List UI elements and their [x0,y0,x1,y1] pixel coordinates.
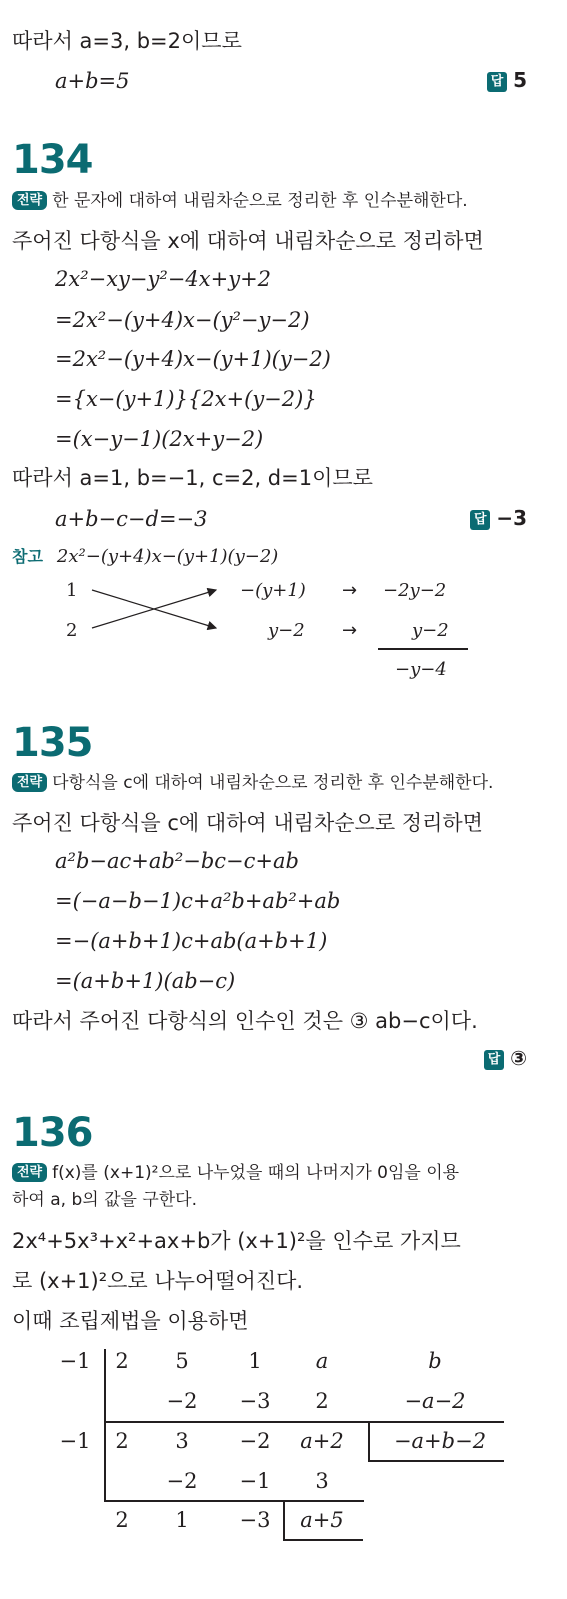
step-134-1: 2x²−xy−y²−4x+y+2 [55,267,272,291]
text-136-line-2: 로 (x+1)²으로 나누어떨어진다. [12,1269,304,1293]
cell-r4-c4: 3 [315,1469,329,1493]
division-bar [104,1349,106,1500]
note-label: 참고 [12,547,43,566]
divisor-2: −1 [59,1429,91,1453]
cell-r5-c2: 1 [175,1508,189,1532]
cell-r1-c5: b [428,1349,442,1373]
cell-r4-c2: −2 [166,1469,198,1493]
cell-r3-c3: −2 [239,1429,271,1453]
rule-1 [104,1421,504,1423]
strategy-badge: 전략 [12,773,47,792]
cell-r5-c3: −3 [239,1508,271,1532]
strategy-text: 다항식을 c에 대하여 내림차순으로 정리한 후 인수분해한다. [52,773,494,793]
sum-line [378,648,468,650]
remainder2-box-bottom [283,1539,363,1541]
step-135-2: =(−a−b−1)c+a²b+ab²+ab [55,889,341,913]
answer-value: ③ [510,1046,527,1070]
cell-r3-c1: 2 [115,1429,129,1453]
step-135-4: =(a+b+1)(ab−c) [55,969,236,993]
remainder-box-left [368,1421,370,1461]
top-answer [487,68,527,92]
rule-2 [104,1500,364,1502]
cell-r3-c4: a+2 [300,1429,344,1453]
strategy-badge: 전략 [12,191,47,210]
strategy-135 [12,770,493,796]
strategy-text: 한 문자에 대하여 내림차순으로 정리한 후 인수분해한다. [52,191,468,211]
result-134: a+b−c−d=−3 [55,507,208,531]
cell-r1-c4: a [315,1349,329,1373]
step-134-4: ={x−(y+1)}{2x+(y−2)} [55,387,317,411]
strategy-136-line-2: 하여 a, b의 값을 구한다. [12,1190,198,1210]
divisor-1: −1 [59,1349,91,1373]
intro-135: 주어진 다항식을 c에 대하여 내림차순으로 정리하면 [12,811,483,835]
text-136-line-1: 2x⁴+5x³+x²+ax+b가 (x+1)²을 인수로 가지므 [12,1229,461,1253]
cross-left-bottom: 2 [66,620,78,641]
problem-number-134: 134 [12,137,93,183]
cell-r3-c2: 3 [175,1429,189,1453]
remainder-box-bottom [368,1460,504,1462]
problem-number-136: 136 [12,1110,93,1156]
cell-r4-c3: −1 [239,1469,271,1493]
cross-arrows [88,582,223,637]
answer-badge: 답 [484,1050,504,1070]
step-134-2: =2x²−(y+4)x−(y²−y−2) [55,308,310,332]
strategy-badge: 전략 [12,1163,47,1182]
top-result: a+b=5 [55,69,130,93]
conclusion-134: 따라서 a=1, b=−1, c=2, d=1이므로 [12,466,373,490]
step-134-3: =2x²−(y+4)x−(y+1)(y−2) [55,347,331,371]
step-135-1: a²b−ac+ab²−bc−c+ab [55,849,299,873]
cell-r2-c3: −3 [239,1389,271,1413]
cross-arrow-top: → [342,580,358,601]
cross-mid-top: −(y+1) [240,580,306,601]
answer-value: −3 [496,506,527,530]
answer-badge: 답 [487,72,507,92]
strategy-136-line-1 [12,1160,459,1186]
cell-r1-c1: 2 [115,1349,129,1373]
note-134 [12,542,278,570]
strategy-134 [12,188,468,214]
cell-r3-c5: −a+b−2 [393,1429,487,1453]
step-135-3: =−(a+b+1)c+ab(a+b+1) [55,929,328,953]
cross-left-top: 1 [66,580,78,601]
cross-right-top: −2y−2 [383,580,447,601]
cell-r5-c1: 2 [115,1508,129,1532]
cross-arrow-bottom: → [342,620,358,641]
answer-value: 5 [513,68,527,92]
text-136-line-3: 이때 조립제법을 이용하면 [12,1309,249,1333]
answer-badge: 답 [470,510,490,530]
cell-r5-c4: a+5 [300,1508,344,1532]
strategy-text: f(x)를 (x+1)²으로 나누었을 때의 나머지가 0임을 이용 [52,1163,460,1183]
cross-mid-bottom: y−2 [268,620,305,641]
answer-135 [484,1046,527,1070]
note-expr: 2x²−(y+4)x−(y+1)(y−2) [56,546,279,567]
cross-right-bottom: y−2 [412,620,449,641]
top-line-1: 따라서 a=3, b=2이므로 [12,29,242,53]
intro-134: 주어진 다항식을 x에 대하여 내림차순으로 정리하면 [12,229,484,253]
remainder2-box-left [283,1500,285,1540]
answer-134 [470,506,527,530]
step-134-5: =(x−y−1)(2x+y−2) [55,427,264,451]
cell-r2-c5: −a−2 [404,1389,466,1413]
cell-r2-c4: 2 [315,1389,329,1413]
cross-sum: −y−4 [395,659,447,680]
problem-number-135: 135 [12,720,93,766]
conclusion-135: 따라서 주어진 다항식의 인수인 것은 ③ ab−c이다. [12,1009,478,1033]
cell-r2-c2: −2 [166,1389,198,1413]
cell-r1-c2: 5 [175,1349,189,1373]
cell-r1-c3: 1 [248,1349,262,1373]
